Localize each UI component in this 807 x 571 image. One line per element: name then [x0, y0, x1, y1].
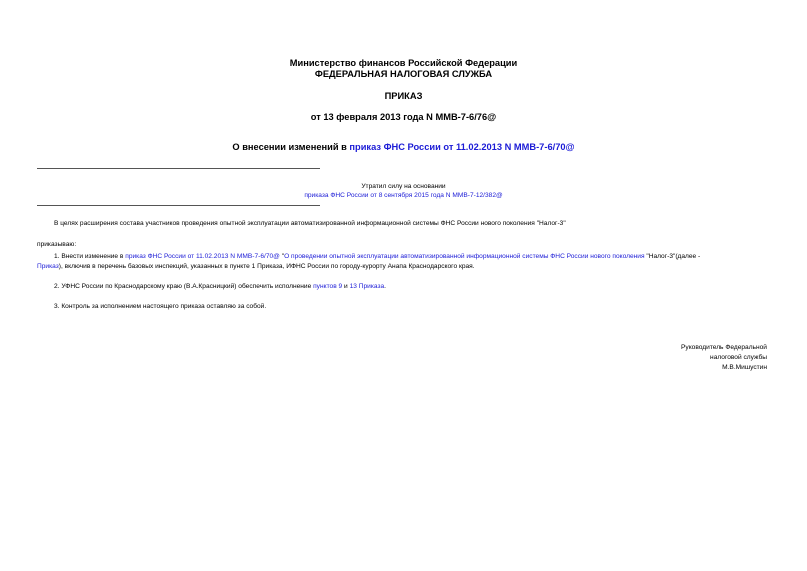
item-1-prikaz-link[interactable]: Приказ — [37, 263, 59, 270]
item-1-text-a: 1. Внести изменение в — [54, 253, 126, 260]
item-2-prikaz-link[interactable]: 13 Приказа — [349, 283, 385, 290]
item-3: 3. Контроль за исполнением настоящего приказа оставляю за собой. — [54, 303, 267, 310]
repeal-order-link[interactable]: приказа ФНС России от 8 сентября 2015 года N ММВ-7-12/382@ — [304, 192, 503, 199]
service-name: ФЕДЕРАЛЬНАЯ НАЛОГОВАЯ СЛУЖБА — [314, 69, 493, 79]
signature-name: М.В.Мишустин — [722, 364, 767, 371]
item-1-order-link[interactable]: приказ ФНС России от 11.02.2013 N ММВ-7-6/70@ — [125, 253, 280, 260]
status-label: Утратил силу на основании — [361, 183, 446, 190]
item-1-line-1 — [54, 252, 700, 262]
order-word: приказываю: — [37, 241, 77, 248]
doc-title-link[interactable]: приказ ФНС России от 11.02.2013 N ММВ-7-6/70@ — [349, 142, 575, 152]
doc-date-number: от 13 февраля 2013 года N ММВ-7-6/76@ — [310, 112, 497, 122]
item-1-text-b: " — [279, 253, 285, 260]
preamble: В целях расширения состава участников проведения опытной эксплуатации автоматизированной информационной системы ФНС России нового поколения "Налог-3" — [54, 220, 566, 227]
item-2-text-c: . — [384, 283, 386, 290]
doc-type: ПРИКАЗ — [384, 91, 423, 101]
divider-top — [37, 168, 320, 169]
item-2 — [54, 282, 386, 292]
item-2-text-b: и — [342, 283, 350, 290]
item-1-text-d: ), включив в перечень базовых инспекций, указанных в пункте 1 Приказа, ИФНС России по городу-курорту Анапа Краснодарского края. — [58, 263, 475, 270]
doc-title — [0, 142, 807, 153]
ministry-name: Министерство финансов Российской Федерации — [289, 58, 518, 68]
item-2-points-link[interactable]: пунктов 9 — [313, 283, 343, 290]
item-1-text-c: "Налог-3"(далее - — [644, 253, 701, 260]
status-line — [0, 191, 807, 200]
item-1-line-2 — [37, 262, 475, 272]
divider-bottom — [37, 205, 320, 206]
signature-line-1: Руководитель Федеральной — [681, 344, 767, 351]
signature-line-2: налоговой службы — [710, 354, 767, 361]
item-2-text-a: 2. УФНС России по Краснодарскому краю (В.А.Красницкий) обеспечить исполнение — [54, 283, 314, 290]
item-1-title-link[interactable]: О проведении опытной эксплуатации автоматизированной информационной системы ФНС России нового поколения — [284, 253, 645, 260]
doc-title-prefix: О внесении изменений в — [232, 142, 350, 152]
